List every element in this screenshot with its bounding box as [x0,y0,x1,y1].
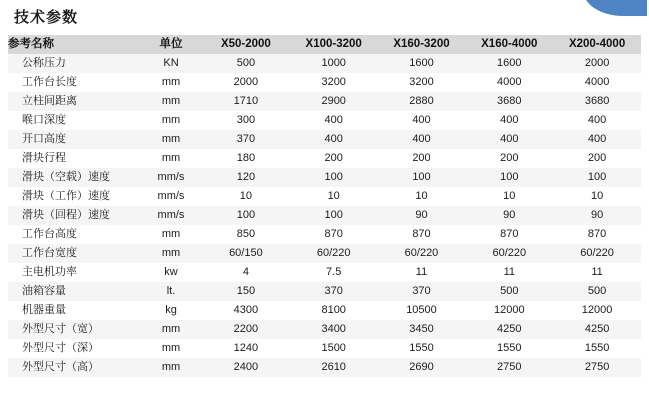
row-value: 1550 [584,342,610,354]
row-value: 870 [500,228,519,240]
row-label: 开口高度 [22,133,66,145]
row-unit: mm [161,76,181,88]
row-unit: mm/s [157,171,185,183]
row-value: 3450 [409,323,434,335]
row-value: 90 [503,209,516,221]
table-row [8,130,641,149]
row-label: 外型尺寸（高） [22,361,99,373]
row-label: 外型尺寸（宽） [22,323,99,335]
row-value: 400 [500,133,519,145]
row-value: 870 [324,228,343,240]
column-header-model-2: X100-3200 [290,35,378,54]
row-value: 1500 [321,342,346,354]
row-value: 10 [503,190,516,202]
table-row [8,149,641,168]
row-value: 200 [324,152,343,164]
row-value: 7.5 [326,266,342,278]
row-value: 10 [415,190,428,202]
table-row [8,301,641,320]
row-value: 200 [412,152,431,164]
row-value: 2750 [584,361,610,373]
row-value: 500 [587,285,607,297]
row-value: 400 [587,133,607,145]
table-row [8,244,641,263]
row-value: 100 [324,171,343,183]
row-value: 1240 [233,342,259,354]
row-value: 1550 [497,342,522,354]
row-label: 油箱容量 [22,285,66,297]
row-value: 370 [324,285,343,297]
row-value: 12000 [581,304,613,316]
table-header [8,35,641,54]
row-unit: mm [161,228,181,240]
row-value: 4000 [497,76,522,88]
table-row [8,111,641,130]
row-label: 立柱间距离 [22,95,77,107]
column-header-model-5: X200-4000 [553,35,641,54]
row-value: 400 [412,114,431,126]
row-value: 850 [236,228,256,240]
row-value: 100 [324,209,343,221]
row-label: 工作台高度 [22,228,77,240]
row-value: 11 [415,266,428,278]
row-value: 11 [503,266,515,278]
row-value: 1600 [409,57,434,69]
row-value: 400 [412,133,431,145]
row-value: 200 [500,152,519,164]
table-row [8,206,641,225]
row-value: 90 [590,209,604,221]
row-value: 2900 [321,95,346,107]
row-value: 100 [500,171,519,183]
row-value: 4250 [584,323,610,335]
row-label: 工作台长度 [22,76,77,88]
table-row [8,263,641,282]
column-header-model-1: X50-2000 [202,35,290,54]
row-unit: mm/s [157,190,185,202]
column-header-unit: 单位 [140,35,202,54]
table-row [8,73,641,92]
row-unit: mm [161,114,181,126]
row-value: 2610 [321,361,346,373]
row-value: 2000 [584,57,610,69]
row-unit: mm [161,323,181,335]
row-label: 工作台宽度 [22,247,77,259]
row-value: 400 [500,114,519,126]
row-value: 60/220 [316,247,351,259]
row-value: 3200 [321,76,346,88]
row-label: 滑块（回程）速度 [22,209,110,221]
table-body [8,54,641,377]
row-value: 4250 [497,323,522,335]
row-value: 1710 [233,95,259,107]
row-value: 2880 [409,95,434,107]
row-value: 8100 [321,304,346,316]
row-unit: mm [161,95,181,107]
row-value: 4 [242,266,249,278]
row-value: 3200 [409,76,434,88]
row-label: 机器重量 [22,304,66,316]
row-value: 2000 [233,76,259,88]
row-value: 3680 [584,95,610,107]
row-value: 4000 [584,76,610,88]
row-value: 150 [236,285,256,297]
row-label: 滑块（工作）速度 [22,190,110,202]
row-value: 90 [415,209,428,221]
page-title: 技术参数 [14,9,79,26]
table-row [8,320,641,339]
row-value: 370 [236,133,256,145]
row-label: 主电机功率 [22,266,77,278]
row-value: 60/150 [229,247,263,259]
row-label: 滑块（空载）速度 [22,171,110,183]
row-unit: KN [163,57,179,69]
table-row [8,282,641,301]
row-value: 2200 [233,323,259,335]
row-value: 60/220 [404,247,439,259]
table-row [8,339,641,358]
row-value: 10 [590,190,604,202]
row-value: 100 [236,209,256,221]
row-value: 1000 [321,57,346,69]
row-value: 400 [587,114,607,126]
row-value: 3680 [497,95,522,107]
row-value: 4300 [233,304,259,316]
row-unit: mm [161,247,181,259]
row-value: 12000 [493,304,525,316]
row-value: 10 [239,190,253,202]
row-value: 870 [587,228,607,240]
row-unit: mm [161,342,181,354]
row-value: 60/220 [580,247,614,259]
row-value: 300 [236,114,256,126]
row-value: 100 [587,171,607,183]
row-unit: kw [164,266,178,278]
row-label: 公称压力 [22,57,66,69]
row-value: 100 [412,171,431,183]
row-value: 2750 [497,361,522,373]
table-row [8,54,641,73]
row-value: 1550 [409,342,434,354]
column-header-model-3: X160-3200 [378,35,466,54]
row-value: 200 [587,152,607,164]
row-value: 10 [327,190,340,202]
row-value: 500 [236,57,256,69]
row-unit: mm/s [157,209,185,221]
row-value: 1600 [497,57,522,69]
row-value: 2400 [233,361,259,373]
column-header-name: 参考名称 [8,35,140,54]
table-row [8,168,641,187]
table-row [8,187,641,206]
row-label: 外型尺寸（深） [22,342,99,354]
row-value: 500 [500,285,519,297]
row-value: 870 [412,228,431,240]
row-value: 10500 [406,304,437,316]
table-row [8,358,641,377]
row-value: 400 [324,114,343,126]
table-header-row [8,35,641,54]
table-row [8,225,641,244]
specification-table [8,35,641,377]
row-value: 11 [591,266,603,278]
row-value: 370 [412,285,431,297]
row-unit: lt. [166,285,176,297]
row-value: 120 [236,171,256,183]
row-value: 180 [236,152,256,164]
table-row [8,92,641,111]
row-label: 喉口深度 [22,114,66,126]
row-unit: mm [161,361,181,373]
column-header-model-4: X160-4000 [465,35,553,54]
row-unit: kg [165,304,177,316]
row-value: 3400 [321,323,346,335]
row-label: 滑块行程 [22,152,66,164]
row-unit: mm [161,152,181,164]
row-value: 400 [324,133,343,145]
row-value: 60/220 [492,247,527,259]
row-value: 2690 [409,361,434,373]
row-unit: mm [161,133,181,145]
